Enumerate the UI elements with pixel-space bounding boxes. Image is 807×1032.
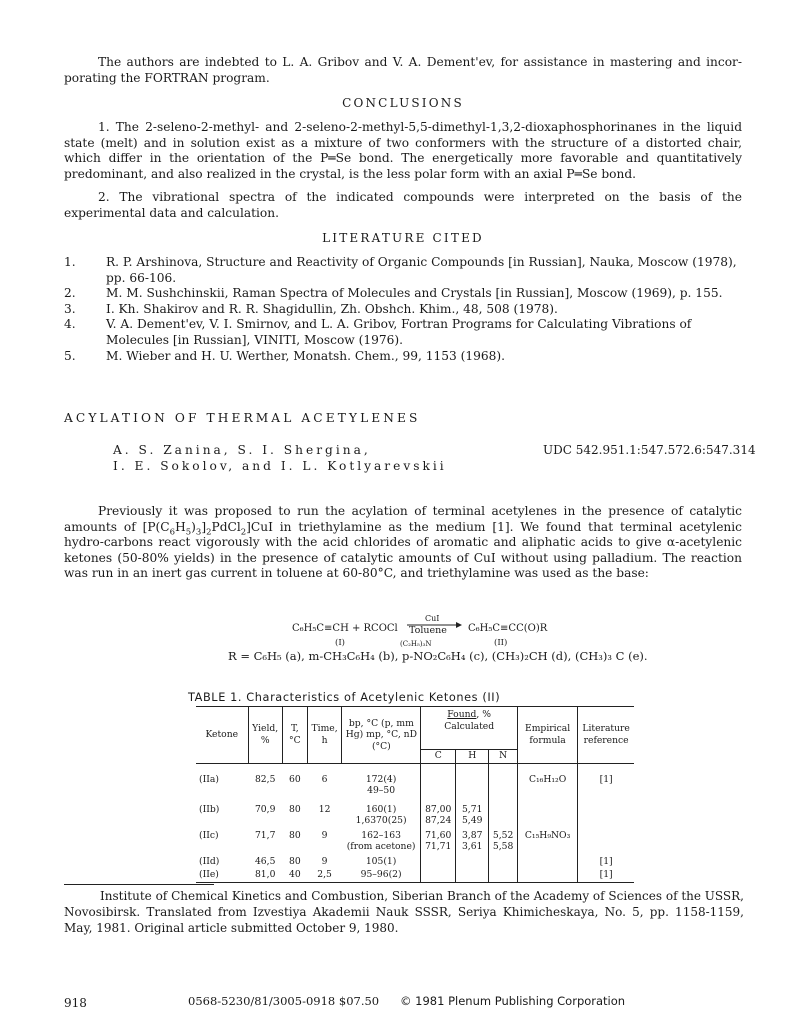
table-1 bbox=[196, 706, 634, 883]
cell-temperature: 60 bbox=[289, 773, 301, 785]
intro-paragraph: Previously it was proposed to run the acylation of terminal acetylenes in the presence of catalytic amounts of $[P(C_6H_5)_3]_2PdCl_2]CuI$ in triethylamine as the medium [1]. We found that terminal acetylenic hydro-carbons react vigorously with the acid chlorides of aromatic and aliphatic acids to give α-acetylenic ketones (50-80% yields) in the presence of catalytic amounts of CuI without using palladium. The reaction was run in an inert gas current in toluene at 60-80°C, and triethylamine was used as the base: bbox=[64, 504, 742, 581]
cell-bp: 160(1) 1,6370(25) bbox=[342, 804, 421, 830]
r-group-definition: R = C₆H₅ (a), m-CH₃C₆H₄ (b), p-NO₂C₆H₄ (c), (CH₃)₂CH (d), (CH₃)₃ C (e). bbox=[228, 649, 648, 663]
cell-literature: [1] bbox=[599, 868, 613, 880]
cell-temperature: 40 bbox=[289, 868, 301, 880]
table-row bbox=[196, 856, 634, 869]
cell-formula bbox=[517, 856, 577, 869]
cell-h bbox=[456, 856, 489, 869]
col-header-h: H bbox=[456, 749, 489, 763]
cell-ketone: (IId) bbox=[199, 855, 220, 867]
table-row bbox=[196, 763, 634, 804]
conclusions-heading: CONCLUSIONS bbox=[342, 96, 464, 110]
col-header-temperature: T, °C bbox=[282, 707, 307, 763]
reference-text: M. M. Sushchinskii, Raman Spectra of Molecules and Crystals [in Russian], Moscow (1969), p. 155. bbox=[106, 286, 723, 301]
reference-item bbox=[64, 286, 744, 302]
cell-n: 5,52 5,58 bbox=[489, 830, 518, 856]
reference-text: V. A. Dement'ev, V. I. Smirnov, and L. A. Gribov, Fortran Programs for Calculating Vibrations of Molecules [in Russian], VINITI, Moscow (1976). bbox=[106, 317, 692, 347]
catalyst-label: CuI bbox=[425, 614, 440, 623]
cell-formula bbox=[517, 869, 577, 882]
cell-yield: 46,5 bbox=[254, 855, 276, 867]
cell-bp: 95–96(2) bbox=[342, 869, 421, 882]
col-header-c: C bbox=[421, 749, 456, 763]
table-caption: TABLE 1. Characteristics of Acetylenic Ketones (II) bbox=[188, 691, 501, 704]
literature-heading: LITERATURE CITED bbox=[322, 231, 484, 245]
cell-time: 2,5 bbox=[317, 868, 332, 880]
cell-ketone: (IIe) bbox=[199, 868, 219, 880]
cell-yield: 71,7 bbox=[254, 829, 276, 841]
authors-line-1: A. S. Zanina, S. I. Shergina, bbox=[113, 443, 371, 457]
conclusion-paragraph-2: 2. The vibrational spectra of the indicated compounds were interpreted on the basis of the experimental data and calculation. bbox=[64, 190, 742, 220]
solvent-label: Toluene bbox=[409, 625, 447, 636]
reference-text: I. Kh. Shakirov and R. R. Shagidullin, Zh. Obshch. Khim., 48, 508 (1978). bbox=[106, 301, 558, 316]
cell-yield: 70,9 bbox=[254, 803, 276, 815]
reference-item bbox=[64, 302, 744, 318]
cell-literature bbox=[578, 804, 634, 830]
calculated-label: Calculated bbox=[444, 720, 495, 732]
cell-h: 5,71 5,49 bbox=[456, 804, 489, 830]
col-header-time: Time, h bbox=[307, 707, 341, 763]
cell-h bbox=[456, 869, 489, 882]
reference-list bbox=[64, 255, 744, 364]
cell-ketone: (IIc) bbox=[199, 829, 219, 841]
cell-bp: 172(4) 49–50 bbox=[342, 763, 421, 804]
base-label: (C₂H₅)₃N bbox=[400, 640, 432, 648]
cell-ketone: (IIb) bbox=[199, 803, 220, 815]
article-title: ACYLATION OF THERMAL ACETYLENES bbox=[64, 411, 421, 425]
reactant-label: (I) bbox=[335, 638, 345, 648]
cell-n bbox=[489, 856, 518, 869]
cell-c bbox=[421, 869, 456, 882]
col-header-formula: Empirical formula bbox=[517, 707, 577, 763]
cell-yield: 82,5 bbox=[254, 773, 276, 785]
reactants: C₆H₅C≡CH + RCOCl bbox=[292, 623, 398, 634]
reference-number: 5. bbox=[64, 348, 76, 363]
reference-number: 4. bbox=[64, 317, 76, 332]
cell-c: 71,60 71,71 bbox=[421, 830, 456, 856]
cell-literature bbox=[578, 830, 634, 856]
cell-h: 3,87 3,61 bbox=[456, 830, 489, 856]
cell-temperature: 80 bbox=[289, 829, 301, 841]
cell-literature: [1] bbox=[599, 855, 613, 867]
col-header-bp: bp, °C (p, mm Hg) mp, °C, nD (°C) bbox=[342, 707, 421, 763]
reference-number: 2. bbox=[64, 286, 76, 301]
footnote-rule bbox=[64, 884, 214, 885]
cell-time: 9 bbox=[321, 829, 328, 841]
table-row bbox=[196, 869, 634, 882]
cell-ketone: (IIa) bbox=[199, 773, 219, 785]
col-header-found-calculated: Found, % Calculated bbox=[421, 707, 518, 749]
col-header-yield: Yield, % bbox=[248, 707, 282, 763]
cell-temperature: 80 bbox=[289, 855, 301, 867]
cell-n bbox=[489, 869, 518, 882]
reference-item bbox=[64, 349, 744, 365]
cell-bp: 105(1) bbox=[342, 856, 421, 869]
institution-footnote: Institute of Chemical Kinetics and Combustion, Siberian Branch of the Academy of Sciences of the USSR, Novosibirsk. Translated from Izvestiya Akademii Nauk SSSR, Seriya Khimicheskaya, No. 5, pp. 1158-1159, May, 1981. Original article submitted October 9, 1980. bbox=[64, 889, 744, 935]
col-header-n: N bbox=[489, 749, 518, 763]
product-label: (II) bbox=[494, 638, 508, 648]
page-number: 918 bbox=[64, 996, 87, 1010]
reference-number: 3. bbox=[64, 301, 76, 316]
cell-n bbox=[489, 763, 518, 804]
reaction-arrow-icon bbox=[406, 621, 462, 629]
udc-code: UDC 542.951.1:547.572.6:547.314 bbox=[543, 443, 756, 457]
table-bottom-rule bbox=[196, 882, 634, 883]
cell-formula: C₁₅H₉NO₃ bbox=[517, 830, 577, 856]
table-row bbox=[196, 830, 634, 856]
issn-code: 0568-5230/81/3005-0918 $07.50 bbox=[188, 994, 380, 1008]
conclusion-paragraph-1: 1. The 2-seleno-2-methyl- and 2-seleno-2-methyl-5,5-dimethyl-1,3,2-dioxaphosphorinanes in the liquid state (melt) and in solution exist as a mixture of two conformers with the structure of a distorted chair, which differ in the orientation of the P═Se bond. The energetically more favorable and quantitatively predominant, and also realized in the crystal, is the less polar form with an axial P═Se bond. bbox=[64, 120, 742, 181]
col-header-literature: Literature reference bbox=[578, 707, 634, 763]
table-row bbox=[196, 804, 634, 830]
cell-bp: 162–163 (from acetone) bbox=[342, 830, 421, 856]
cell-yield: 81,0 bbox=[254, 868, 276, 880]
reference-text: R. P. Arshinova, Structure and Reactivity of Organic Compounds [in Russian], Nauka, Moscow (1978), pp. 66-106. bbox=[106, 255, 737, 285]
cell-c: 87,00 87,24 bbox=[421, 804, 456, 830]
reference-item bbox=[64, 317, 744, 348]
reference-text: M. Wieber and H. U. Werther, Monatsh. Chem., 99, 1153 (1968). bbox=[106, 348, 505, 363]
cell-temperature: 80 bbox=[289, 803, 301, 815]
table-rows bbox=[196, 763, 634, 882]
cell-c bbox=[421, 856, 456, 869]
col-header-ketone: Ketone bbox=[196, 707, 248, 763]
cell-time: 9 bbox=[321, 855, 328, 867]
reference-item bbox=[64, 255, 744, 286]
cell-c bbox=[421, 763, 456, 804]
reference-number: 1. bbox=[64, 255, 76, 269]
found-label: Found bbox=[447, 709, 477, 720]
cell-time: 6 bbox=[321, 773, 328, 785]
cell-time: 12 bbox=[318, 803, 331, 815]
acknowledgment-paragraph: The authors are indebted to L. A. Gribov and V. A. Dement'ev, for assistance in mastering and incor-porating the FORTRAN program. bbox=[64, 55, 742, 85]
authors-line-2: I. E. Sokolov, and I. L. Kotlyarevskii bbox=[113, 459, 447, 473]
cell-formula bbox=[517, 804, 577, 830]
table-body bbox=[196, 707, 634, 882]
copyright: © 1981 Plenum Publishing Corporation bbox=[400, 994, 626, 1008]
cell-h bbox=[456, 763, 489, 804]
cell-n bbox=[489, 804, 518, 830]
cell-formula: C₁₆H₁₂O bbox=[517, 763, 577, 804]
product: C₆H₅C≡CC(O)R bbox=[468, 623, 548, 634]
cell-literature: [1] bbox=[599, 773, 613, 785]
